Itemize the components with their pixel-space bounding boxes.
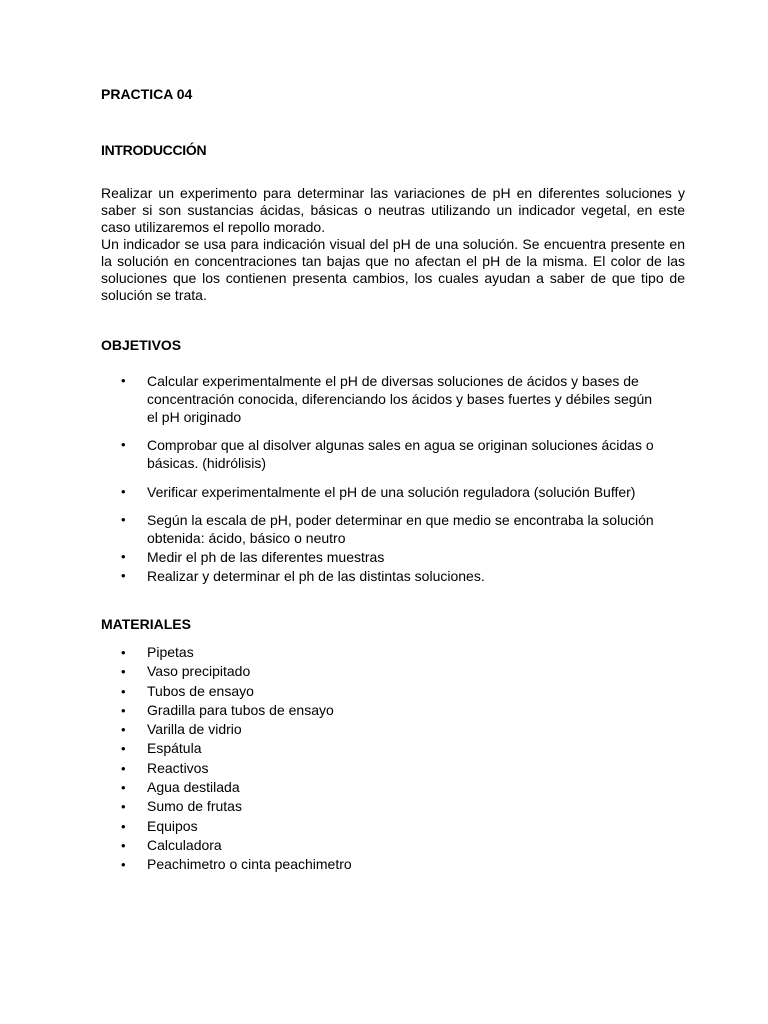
bullet-icon: • [121,645,126,660]
bullet-icon: • [121,484,126,499]
list-item-text: Sumo de frutas [147,798,242,815]
bullet-icon: • [121,857,126,873]
materials-list [101,643,685,875]
list-item [101,836,657,855]
list-item [101,720,657,739]
objectives-heading: OBJETIVOS [101,337,182,353]
list-item-text: Pipetas [147,644,194,660]
list-item-text: Calcular experimentalmente el pH de diversas soluciones de ácidos y bases de concentración conocida, diferenciando los ácidos y bases fuertes y débiles según el pH originado [147,373,653,425]
introduction-text [101,185,685,304]
materials-heading: MATERIALES [101,616,191,632]
bullet-icon: • [121,722,126,738]
list-item-text: Calculadora [147,836,222,853]
list-item [101,511,657,547]
objectives-list [101,372,685,585]
list-item-text: Equipos [147,817,198,834]
list-item-text: Varilla de vidrio [147,721,242,738]
list-item [101,483,657,501]
list-item-text: Vaso precipitado [147,663,251,680]
list-item-text: Comprobar que al disolver algunas sales en agua se originan soluciones ácidas o básicas. (hidrólisis) [147,437,654,471]
list-item-text: Agua destilada [147,779,240,796]
list-item [101,778,657,797]
bullet-icon: • [121,799,126,815]
list-item-text: Peachimetro o cinta peachimetro [147,856,352,873]
list-item-text: Realizar y determinar el ph de las distintas soluciones. [147,568,485,584]
document-title: PRACTICA 04 [101,86,193,102]
introduction-heading: INTRODUCCIÓN [101,142,207,158]
list-item-text: Espátula [147,740,202,757]
bullet-icon: • [121,818,126,834]
list-item-text: Gradilla para tubos de ensayo [147,701,334,718]
list-item [101,662,657,681]
list-item [101,567,657,585]
list-item [101,682,657,701]
bullet-icon: • [121,741,126,757]
introduction-paragraph: Un indicador se usa para indicación visual del pH de una solución. Se encuentra presente en la solución en concentraciones tan bajas que no afectan el pH de la misma. El color de las soluciones que los contienen presenta cambios, los cuales ayudan a saber de que tipo de solución se trata. [101,236,685,303]
list-item [101,643,657,662]
introduction-paragraph: Realizar un experimento para determinar las variaciones de pH en diferentes soluciones y saber si son sustancias ácidas, básicas o neutras utilizando un indicador vegetal, en este caso utilizaremos el repollo morado. [101,185,685,235]
bullet-icon: • [121,664,126,680]
list-item-text: Verificar experimentalmente el pH de una solución reguladora (solución Buffer) [147,484,636,500]
bullet-icon: • [121,512,126,527]
list-item [101,372,657,426]
list-item [101,701,657,720]
bullet-icon: • [121,702,126,718]
list-item [101,548,657,566]
list-item [101,797,657,816]
bullet-icon: • [121,837,126,853]
bullet-icon: • [121,683,126,699]
bullet-icon: • [121,437,126,452]
document-page [101,0,685,1024]
list-item [101,855,657,874]
bullet-icon: • [121,373,126,388]
list-item [101,759,657,778]
bullet-icon: • [121,568,126,583]
list-item [101,436,657,472]
bullet-icon: • [121,549,126,564]
list-item-text: Medir el ph de las diferentes muestras [147,549,385,565]
bullet-icon: • [121,780,126,796]
bullet-icon: • [121,760,126,776]
list-item [101,817,657,836]
list-item [101,739,657,758]
list-item-text: Reactivos [147,759,209,776]
list-item-text: Tubos de ensayo [147,682,254,699]
list-item-text: Según la escala de pH, poder determinar en que medio se encontraba la solución obtenida: ácido, básico o neutro [147,512,654,546]
